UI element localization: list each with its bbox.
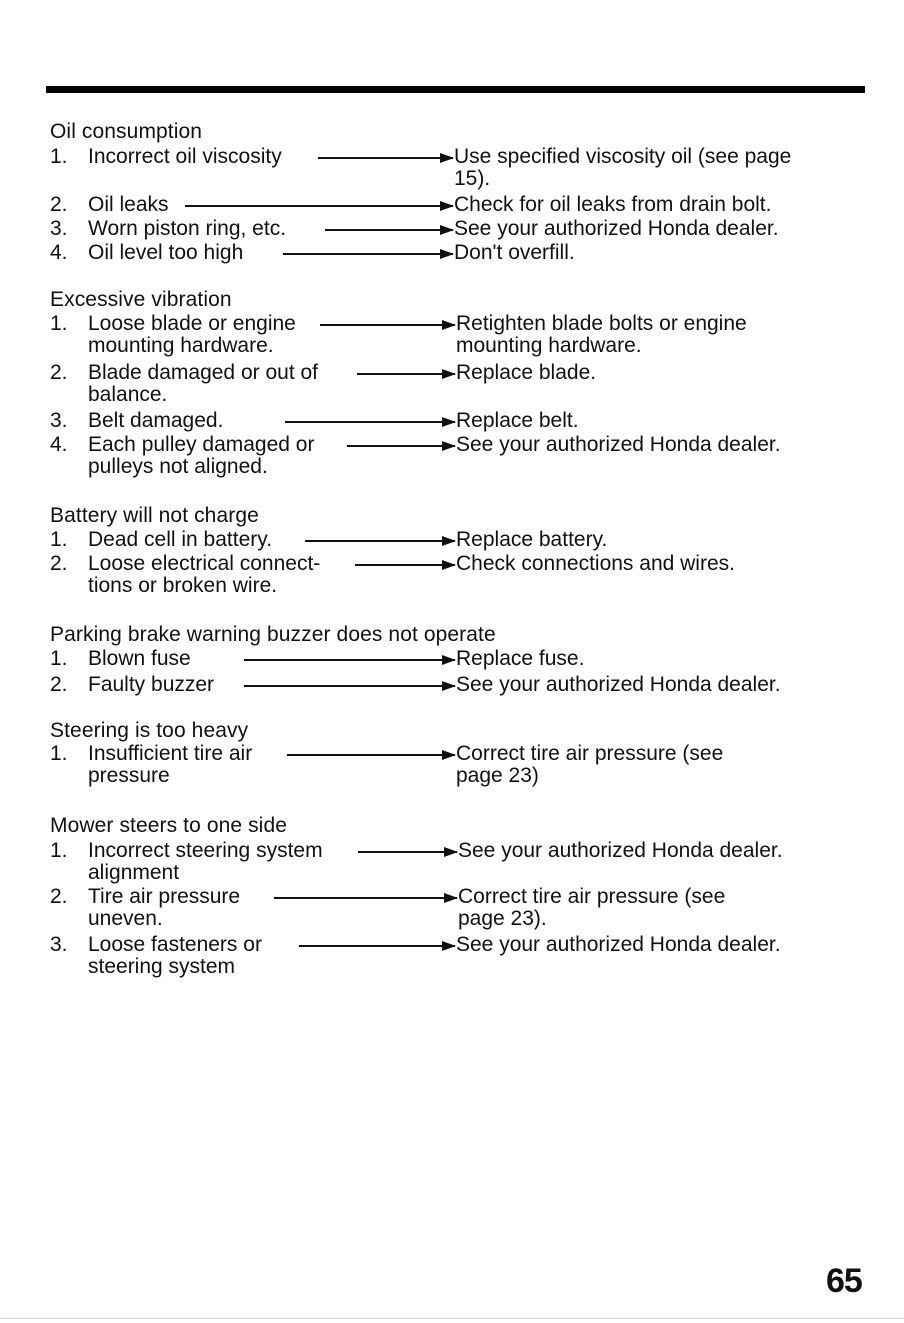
cause-item — [50, 146, 282, 168]
cause-text — [88, 553, 320, 597]
cause-line: Loose blade or engine — [88, 312, 296, 335]
item-number: 2. — [50, 673, 68, 696]
arrow — [185, 205, 453, 207]
cause-line: pressure — [88, 764, 170, 787]
cause-line: Each pulley damaged or — [88, 433, 315, 456]
remedy-text — [456, 674, 781, 696]
remedy-text — [456, 410, 579, 432]
arrow — [244, 659, 455, 661]
item-number: 2. — [50, 361, 68, 384]
cause-item — [50, 934, 262, 978]
cause-item — [50, 648, 191, 670]
cause-item — [50, 886, 240, 930]
cause-line: tions or broken wire. — [88, 574, 278, 597]
cause-text — [88, 529, 272, 551]
item-number: 3. — [50, 409, 68, 432]
cause-text — [88, 242, 243, 264]
arrow — [274, 897, 457, 899]
cause-line: balance. — [88, 383, 168, 406]
item-number: 1. — [50, 742, 68, 765]
remedy-line: page 23). — [458, 907, 547, 930]
remedy-text — [454, 194, 771, 216]
remedy-line: See your authorized Honda dealer. — [456, 433, 781, 456]
remedy-text — [456, 434, 781, 456]
remedy-line: See your authorized Honda dealer. — [456, 933, 781, 956]
remedy-text — [456, 529, 607, 551]
cause-line: Worn piston ring, etc. — [88, 217, 287, 240]
cause-text — [88, 410, 223, 432]
section-title: Battery will not charge — [50, 504, 259, 527]
cause-item — [50, 313, 296, 357]
remedy-text — [454, 146, 791, 190]
arrow — [347, 445, 455, 447]
item-number: 1. — [50, 145, 68, 168]
cause-text — [88, 934, 262, 978]
cause-line: steering system — [88, 955, 236, 978]
remedy-line: page 23) — [456, 764, 539, 787]
cause-line: uneven. — [88, 907, 163, 930]
cause-line: Incorrect oil viscosity — [88, 145, 282, 168]
cause-text — [88, 313, 296, 357]
cause-item — [50, 529, 272, 551]
cause-text — [88, 194, 169, 216]
cause-text — [88, 674, 214, 696]
cause-text — [88, 434, 314, 478]
cause-line: Oil leaks — [88, 193, 169, 216]
remedy-text — [458, 886, 725, 930]
cause-item — [50, 242, 243, 264]
remedy-text — [454, 218, 779, 240]
cause-line: Dead cell in battery. — [88, 528, 273, 551]
cause-item — [50, 840, 323, 884]
cause-text — [88, 743, 252, 787]
remedy-text — [458, 840, 783, 862]
cause-text — [88, 218, 286, 240]
cause-item — [50, 218, 286, 240]
remedy-text — [456, 934, 781, 956]
cause-text — [88, 840, 323, 884]
cause-line: Blown fuse — [88, 647, 191, 670]
remedy-line: 15). — [454, 167, 491, 190]
cause-item — [50, 194, 169, 216]
cause-line: Loose electrical connect- — [88, 552, 321, 575]
item-number: 4. — [50, 241, 68, 264]
top-rule — [46, 86, 865, 93]
remedy-line: See your authorized Honda dealer. — [454, 217, 779, 240]
cause-line: alignment — [88, 861, 180, 884]
remedy-line: Correct tire air pressure (see — [458, 885, 726, 908]
remedy-text — [456, 553, 735, 575]
item-number: 1. — [50, 647, 68, 670]
remedy-line: Replace fuse. — [456, 647, 585, 670]
arrow — [287, 754, 455, 756]
cause-text — [88, 648, 191, 670]
section-title: Steering is too heavy — [50, 719, 249, 742]
arrow — [358, 851, 457, 853]
cause-item — [50, 743, 252, 787]
item-number: 2. — [50, 885, 68, 908]
page-number: 65 — [826, 1262, 862, 1300]
cause-line: Tire air pressure — [88, 885, 241, 908]
cause-text — [88, 146, 282, 168]
arrow — [244, 685, 455, 687]
section-title: Parking brake warning buzzer does not operate — [50, 623, 496, 646]
remedy-text — [456, 648, 584, 670]
cause-line: mounting hardware. — [88, 334, 274, 357]
remedy-line: Replace belt. — [456, 409, 579, 432]
cause-line: Belt damaged. — [88, 409, 224, 432]
remedy-text — [456, 362, 596, 384]
item-number: 2. — [50, 552, 68, 575]
remedy-line: Retighten blade bolts or engine — [456, 312, 747, 335]
cause-line: Insufficient tire air — [88, 742, 253, 765]
item-number: 4. — [50, 433, 68, 456]
cause-line: Incorrect steering system — [88, 839, 323, 862]
remedy-line: Check connections and wires. — [456, 552, 735, 575]
cause-text — [88, 362, 318, 406]
remedy-line: mounting hardware. — [456, 334, 642, 357]
cause-item — [50, 434, 314, 478]
item-number: 2. — [50, 193, 68, 216]
item-number: 1. — [50, 312, 68, 335]
item-number: 1. — [50, 839, 68, 862]
cause-item — [50, 553, 320, 597]
cause-item — [50, 362, 318, 406]
remedy-line: Replace battery. — [456, 528, 608, 551]
arrow — [283, 253, 453, 255]
arrow — [305, 540, 455, 542]
arrow — [320, 324, 455, 326]
remedy-line: Don't overfill. — [454, 241, 575, 264]
item-number: 1. — [50, 528, 68, 551]
cause-line: Blade damaged or out of — [88, 361, 318, 384]
cause-line: Faulty buzzer — [88, 673, 215, 696]
cause-line: Loose fasteners or — [88, 933, 262, 956]
section-title: Oil consumption — [50, 120, 203, 143]
bottom-rule — [0, 1318, 904, 1319]
item-number: 3. — [50, 933, 68, 956]
arrow — [357, 373, 455, 375]
cause-line: pulleys not aligned. — [88, 455, 268, 478]
cause-line: Oil level too high — [88, 241, 244, 264]
arrow — [325, 229, 453, 231]
remedy-line: See your authorized Honda dealer. — [458, 839, 783, 862]
remedy-line: See your authorized Honda dealer. — [456, 673, 781, 696]
arrow — [285, 421, 455, 423]
remedy-line: Use specified viscosity oil (see page — [454, 145, 792, 168]
remedy-line: Correct tire air pressure (see — [456, 742, 724, 765]
item-number: 3. — [50, 217, 68, 240]
remedy-text — [456, 313, 747, 357]
remedy-line: Check for oil leaks from drain bolt. — [454, 193, 772, 216]
section-title: Mower steers to one side — [50, 814, 288, 837]
cause-text — [88, 886, 240, 930]
cause-item — [50, 674, 214, 696]
remedy-text — [454, 242, 575, 264]
arrow — [355, 564, 455, 566]
cause-item — [50, 410, 223, 432]
arrow — [299, 945, 455, 947]
section-title: Excessive vibration — [50, 288, 232, 311]
arrow — [318, 157, 453, 159]
remedy-text — [456, 743, 723, 787]
remedy-line: Replace blade. — [456, 361, 597, 384]
